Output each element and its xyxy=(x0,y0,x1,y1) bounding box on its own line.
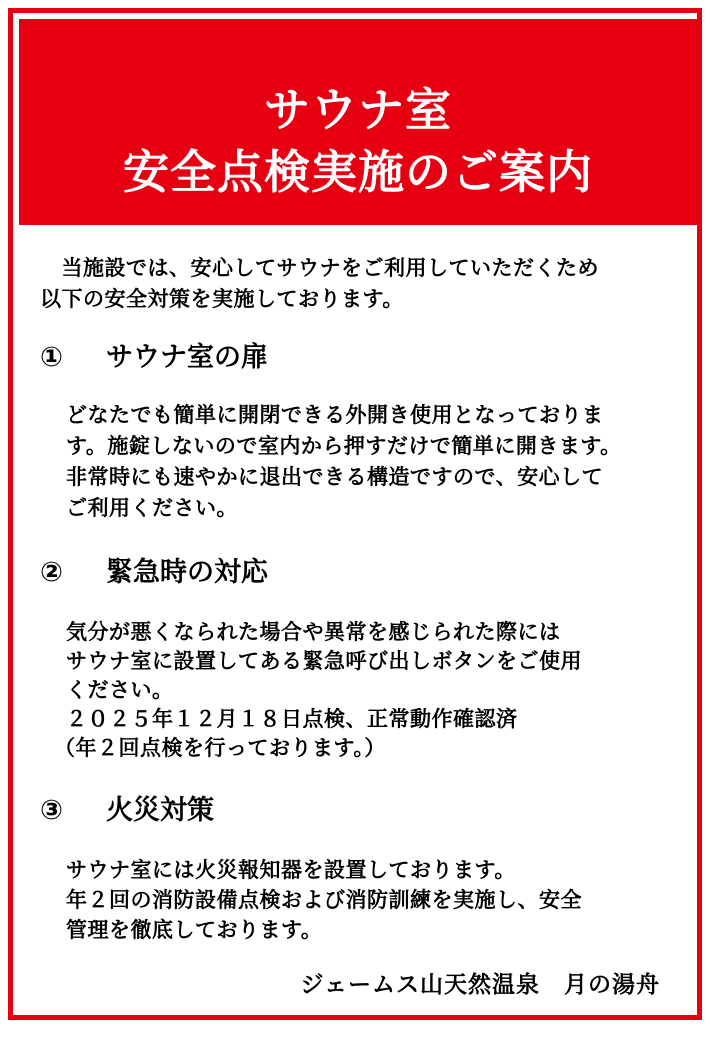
section-emergency-line-2: サウナ室に設置してある緊急呼び出しボタンをご使用 xyxy=(66,649,582,673)
section-fire-line-3: 管理を徹底しております。 xyxy=(66,918,323,942)
section-heading-door xyxy=(40,340,268,376)
title-line-1: サウナ室 xyxy=(264,83,452,137)
section-heading-fire xyxy=(40,793,214,829)
title-banner xyxy=(19,19,697,225)
section-number: ② xyxy=(40,557,63,588)
section-title: 火災対策 xyxy=(106,795,214,826)
section-emergency-line-5: （年２回点検を行っております。） xyxy=(54,736,386,760)
section-door-line-4: ご利用ください。 xyxy=(66,496,238,520)
section-title: 緊急時の対応 xyxy=(106,557,268,588)
section-fire-line-2: 年２回の消防設備点検および消防訓練を実施し、安全 xyxy=(66,888,582,912)
section-heading-emergency xyxy=(40,555,268,591)
section-emergency-line-4: ２０２５年１２月１８日点検、正常動作確認済 xyxy=(66,707,518,731)
section-fire-line-1: サウナ室には火災報知器を設置しております。 xyxy=(66,858,516,882)
section-number: ① xyxy=(40,342,63,373)
section-door-line-1: どなたでも簡単に開閉できる外開き使用となっておりま xyxy=(66,403,604,427)
intro-line-1: 当施設では、安心してサウナをご利用していただくため xyxy=(40,256,599,280)
section-door-line-3: 非常時にも速やかに退出できる構造ですので、安心して xyxy=(66,465,604,489)
intro-line-2: 以下の安全対策を実施しております。 xyxy=(40,287,404,311)
section-title: サウナ室の扉 xyxy=(106,342,268,373)
section-emergency-line-3: ください。 xyxy=(66,678,174,702)
section-emergency-line-1: 気分が悪くなられた場合や異常を感じられた際には xyxy=(66,620,561,644)
section-number: ③ xyxy=(40,795,63,826)
section-door-line-2: す。施錠しないので室内から押すだけで簡単に開きます。 xyxy=(66,434,622,458)
facility-signature: ジェームス山天然温泉 月の湯舟 xyxy=(300,972,660,998)
title-line-2: 安全点検実施のご案内 xyxy=(123,145,593,199)
